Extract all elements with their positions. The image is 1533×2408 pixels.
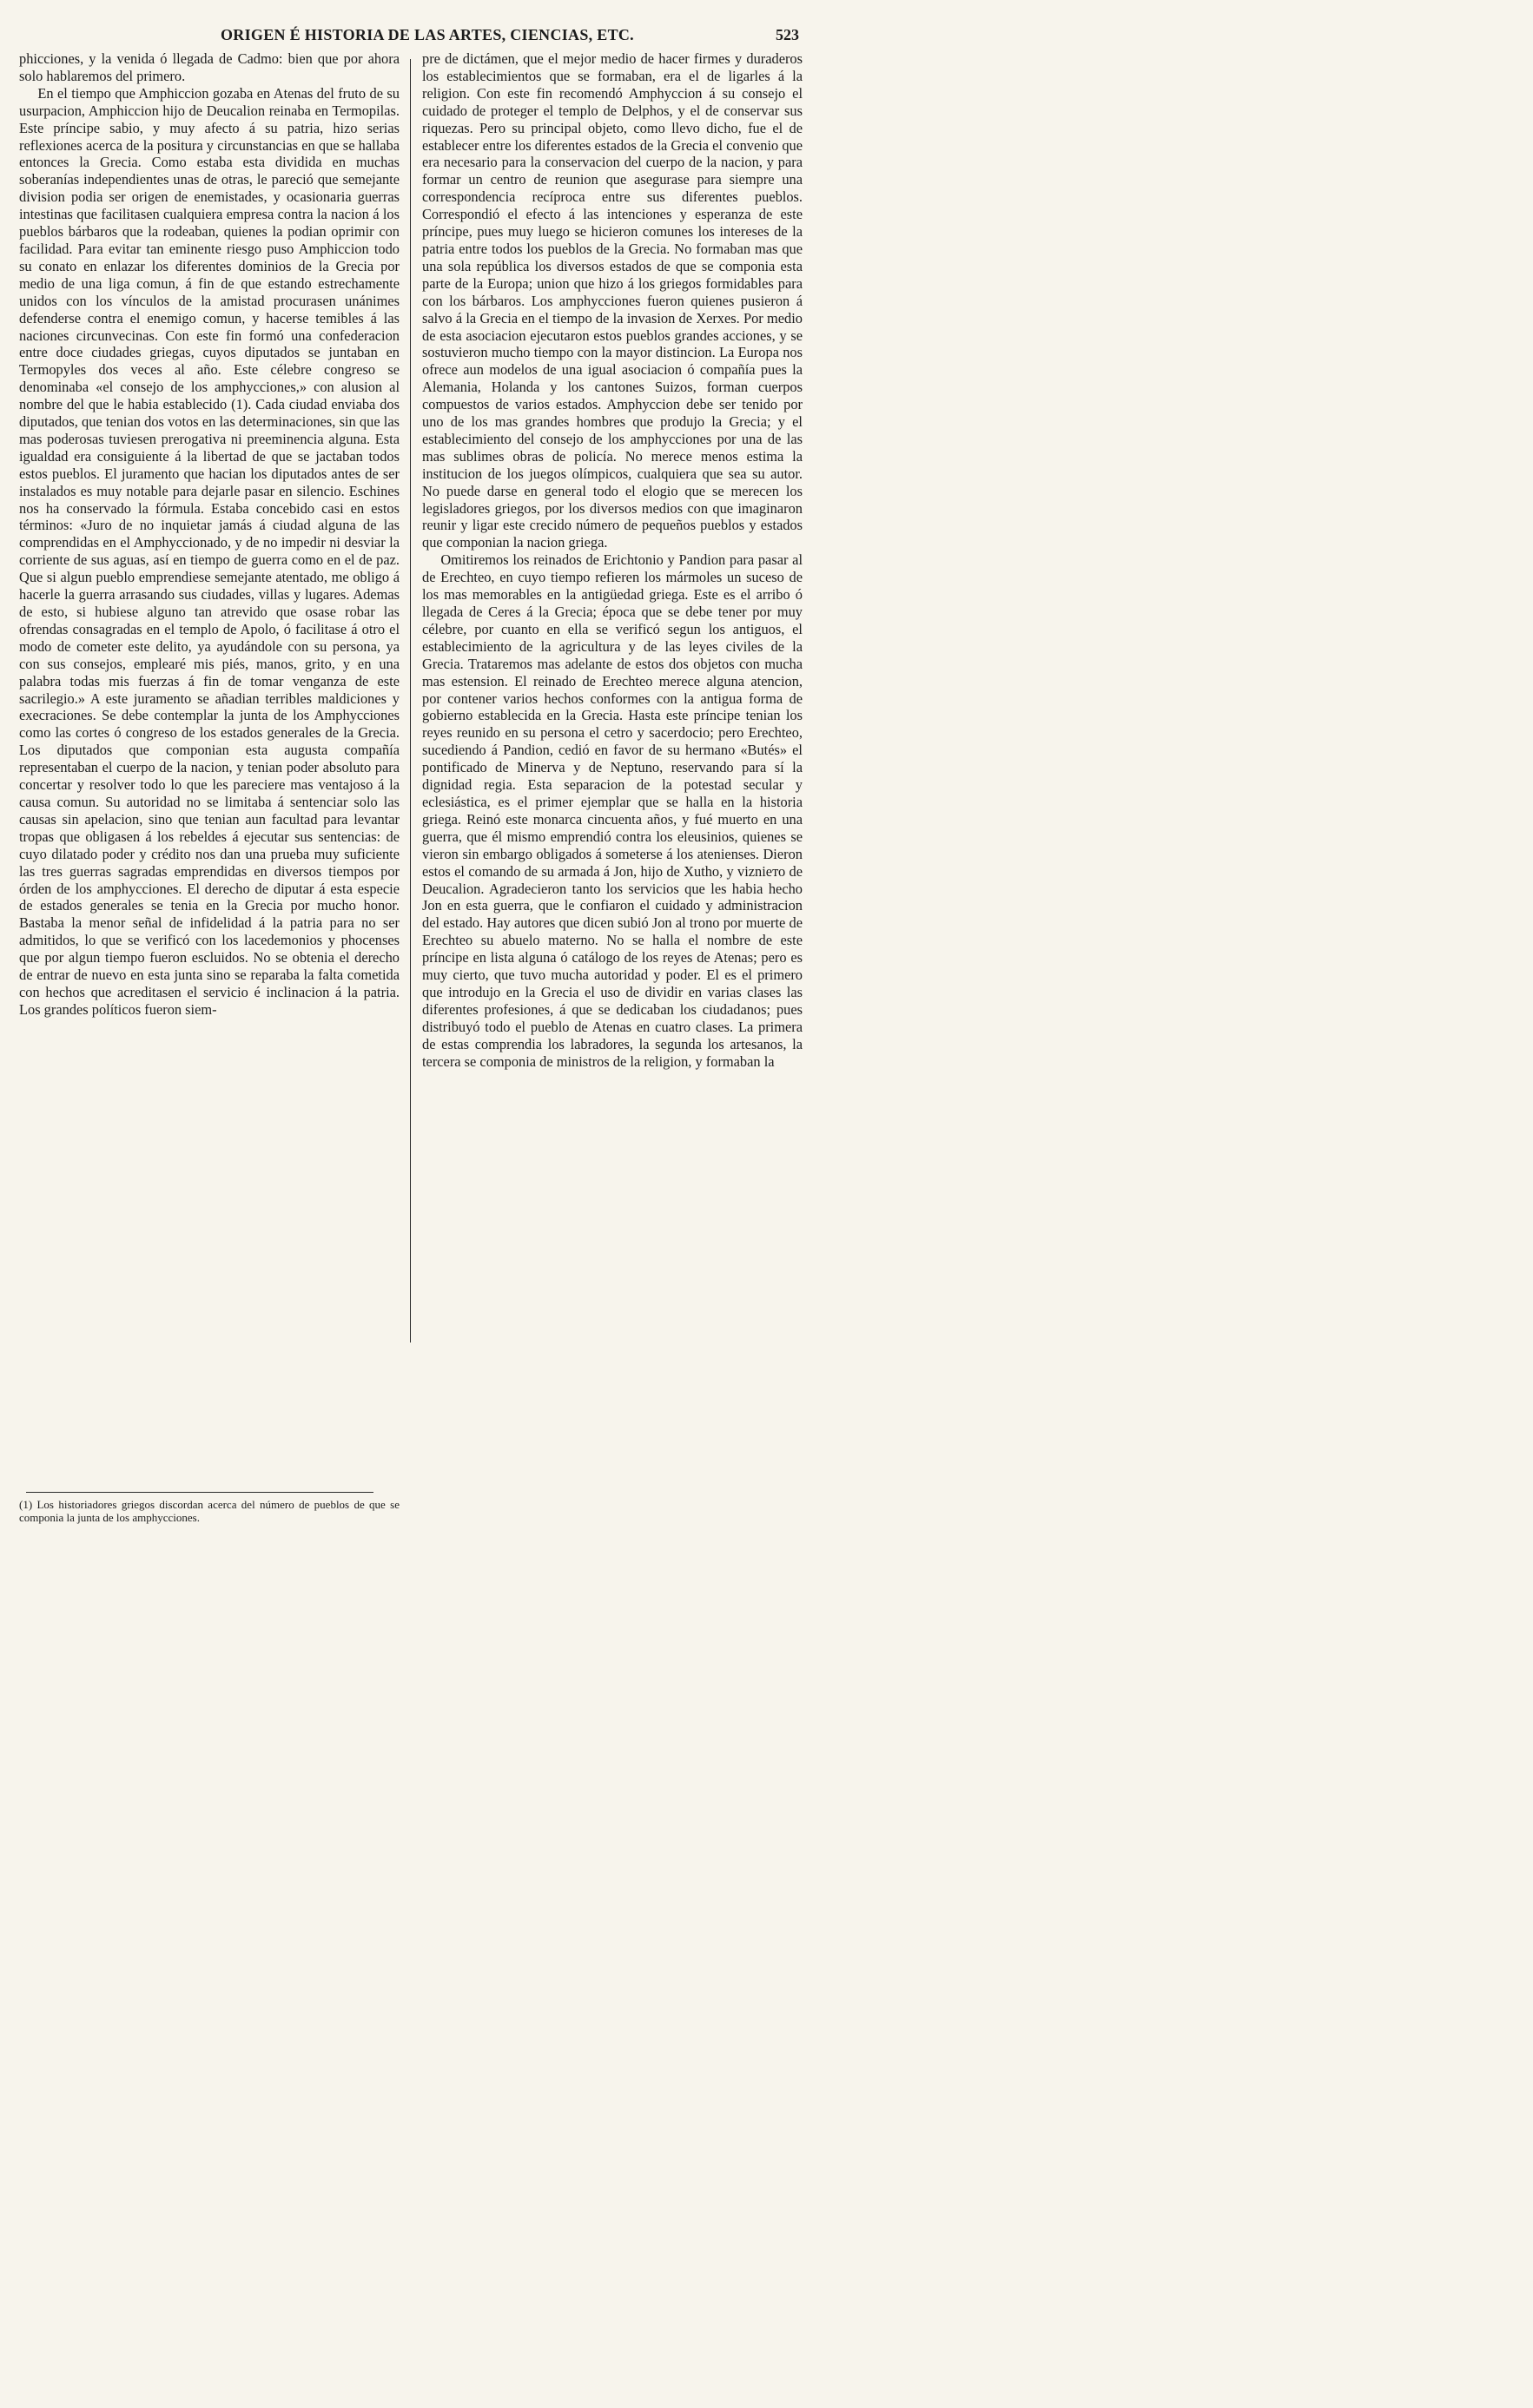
column-divider bbox=[410, 59, 411, 1343]
paragraph: phicciones, y la venida ó llegada de Cadmo: bien que por ahora solo hablaremos del primero. bbox=[19, 50, 400, 84]
page-number: 523 bbox=[776, 26, 799, 43]
paragraph: Omitiremos los reinados de Erichtonio y Pandion para pasar al de Erechteo, en cuyo tiempo refieren los mármoles un suceso de los mas memorables en la antigüedad griega. Este es el arribo ó llegada de Ceres á la Grecia; época que se debe tener por muy célebre, por cuanto en ella se verificó segun los antiguos, el establecimiento de la agricultura y de las leyes civiles de la Grecia. Trataremos mas adelante de estos dos objetos con mucha mas estension. El reinado de Erechteo merece alguna atencion, por contener varios hechos conformes con la antigua forma de gobierno establecida en la Grecia. Hasta este príncipe tenian los reyes reunido en su persona el cetro y sacerdocio; pero Erechteo, sucediendo á Pandion, cedió en favor de su hermano «Butés» el pontificado de Minerva y de Neptuno, reservando para sí la dignidad regia. Esta separacion de la potestad secular y eclesiástica, es el primer ejemplar que se halla en la historia griega. Reinó este monarca cincuenta años, y fué muerto en una guerra, que él mismo emprendió contra los eleusinios, quienes se vieron sin embargo obligados á someterse á los atenienses. Dieron estos el comando de su armada á Jon, hijo de Xutho, y vizniето de Deucalion. Agradecieron tanto los servicios que les habia hecho Jon en esta guerra, que le confiaron el cuidado y administracion del estado. Hay autores que dicen subió Jon al trono por muerte de Erechteo su abuelo materno. No se halla el nombre de este príncipe en lista alguna ó catálogo de los reyes de Atenas; pero es muy cierto, que tuvo mucha autoridad y poder. El es el primero que introdujo en la Grecia el uso de dividir en varias clases las diferentes profesiones, á que se dedicaban los ciudadanos; pues distribuyó todo el pueblo de Atenas en cuatro clases. La primera de estas comprendia los labradores, la segunda los artesanos, la tercera se componia de ministros de la religion, y formaban la bbox=[422, 551, 803, 1070]
running-head bbox=[0, 26, 855, 47]
right-column bbox=[422, 50, 803, 1301]
running-title: ORIGEN É HISTORIA DE LAS ARTES, CIENCIAS, ETC. bbox=[221, 26, 634, 43]
left-column bbox=[19, 50, 400, 1301]
paragraph: pre de dictámen, que el mejor medio de hacer firmes y duraderos los establecimientos que se formaban, era el de ligarles á la religion. Con este fin recomendó Amphyccion á su consejo el cuidado de proteger el templo de Delphos, y el de conservar sus riquezas. Pero su principal objeto, como llevo dicho, fue el de establecer entre los diferentes estados de la Grecia el convenio que era necesario para la conservacion del cuerpo de la nacion, y para formar un centro de reunion que asegurase para siempre una correspondencia recíproca entre sus diferentes pueblos. Correspondió el efecto á las intenciones y esperanza de este príncipe, pues muy luego se hicieron comunes los intereses de la patria entre todos los pueblos de la Grecia. No formaban mas que una sola república los diversos estados de que se componia esta parte de la Europa; union que hizo á los griegos formidables para con los bárbaros. Los amphycciones fueron quienes pusieron á salvo á la Grecia en el tiempo de la invasion de Xerxes. Por medio de esta asociacion ejecutaron estos pueblos grandes acciones, y se sostuvieron mucho tiempo con la mayor distincion. La Europa nos ofrece aun modelos de una igual asociacion ó compañía pues la Alemania, Holanda y los cantones Suizos, forman cuerpos compuestos de varios estados. Amphyccion debe ser tenido por uno de los mas grandes hombres que produjo la Grecia; y el establecimiento del consejo de los amphycciones por una de las mas sublimes obras de policía. No merece menos estima la institucion de los juegos olímpicos, cualquiera que sea su autor. No puede darse en general todo el elogio que se merecen los legisladores griegos, por los diversos medios con que imaginaron reunir y ligar este crecido número de pequeños pueblos y estados que componian la nacion griega. bbox=[422, 50, 803, 551]
footnote: (1) Los historiadores griegos discordan acerca del número de pueblos de que se componia la junta de los amphycciones. bbox=[19, 1498, 400, 1524]
paragraph: En el tiempo que Amphiccion gozaba en Atenas del fruto de su usurpacion, Amphiccion hijo de Deucalion reinaba en Termopilas. Este príncipe sabio, y muy afecto á su patria, hizo serias reflexiones acerca de la positura y circunstancias en que se hallaba entonces la Grecia. Como estaba esta dividida en muchas soberanías independientes unas de otras, le pareció que semejante division podia ser origen de enemistades, y ocasionaria guerras intestinas que facilitasen cualquiera empresa contra la nacion á los pueblos bárbaros que la rodeaban, quienes la podian oprimir con facilidad. Para evitar tan eminente riesgo puso Amphiccion todo su conato en enlazar los diferentes dominios de la Grecia por medio de una liga comun, á fin de que estando estrechamente unidos con los vínculos de la amistad procurasen unánimes defenderse contra el enemigo comun, y hacerse temibles á las naciones circunvecinas. Con este fin formó una confederacion entre doce ciudades griegas, cuyos diputados se juntaban en Termopyles dos veces al año. Este célebre congreso se denominaba «el consejo de los amphycciones,» con alusion al nombre del que le habia establecido (1). Cada ciudad enviaba dos diputados, que tenian dos votos en las determinaciones, sin que las mas poderosas tuviesen prerogativa ni preeminencia alguna. Esta igualdad era consiguiente á la libertad de que se jactaban todos estos pueblos. El juramento que hacian los diputados antes de ser instalados es muy notable para dejarle pasar en silencio. Eschines nos ha conservado la fórmula. Estaba concebido casi en estos términos: «Juro de no inquietar jamás á ciudad alguna de las comprendidas en el Amphyccionado, y de no impedir ni desviar la corriente de sus aguas, así en tiempo de guerra como en el de paz. Que si algun pueblo emprendiese semejante atentado, me obligo á hacerle la guerra arrasando sus ciudades, villas y lugares. Ademas de esto, si hubiese alguno tan atrevido que osase robar las ofrendas consagradas en el templo de Apolo, ó facilitase á otro el modo de cometer este delito, ya ayudándole con su persona, ya con sus consejos, emplearé mis piés, manos, grito, y en una palabra todas mis fuerzas á fin de tomar venganza de este sacrilegio.» A este juramento se añadian terribles maldiciones y execraciones. Se debe contemplar la junta de los Amphycciones como las cortes ó congreso de los estados generales de la Grecia. Los diputados que componian esta augusta compañía representaban el cuerpo de la nacion, y tenian poder absoluto para concertar y resolver todo lo que les pareciere mas ventajoso á la causa comun. Su autoridad no se limitaba á sentenciar solo las causas sin apelacion, sino que tenian aun facultad para levantar tropas que obligasen á los rebeldes á ejecutar sus sentencias: de cuyo dilatado poder y crédito nos dan una prueba muy suficiente las tres guerras sagradas emprendidas en diversos tiempos por órden de los amphycciones. El derecho de diputar á esta especie de estados generales se tenia en la Grecia por mucho honor. Bastaba la menor señal de infidelidad á la patria para no ser admitidos, lo que se verificó con los lacedemonios y phocenses que por algun tiempo fueron escluidos. No se obtenia el derecho de entrar de nuevo en esta junta sino se reparaba la falta cometida con hechos que acreditasen el servicio é inclinacion á la patria. Los grandes políticos fueron siem- bbox=[19, 84, 400, 1018]
footnote-divider bbox=[26, 1492, 373, 1493]
